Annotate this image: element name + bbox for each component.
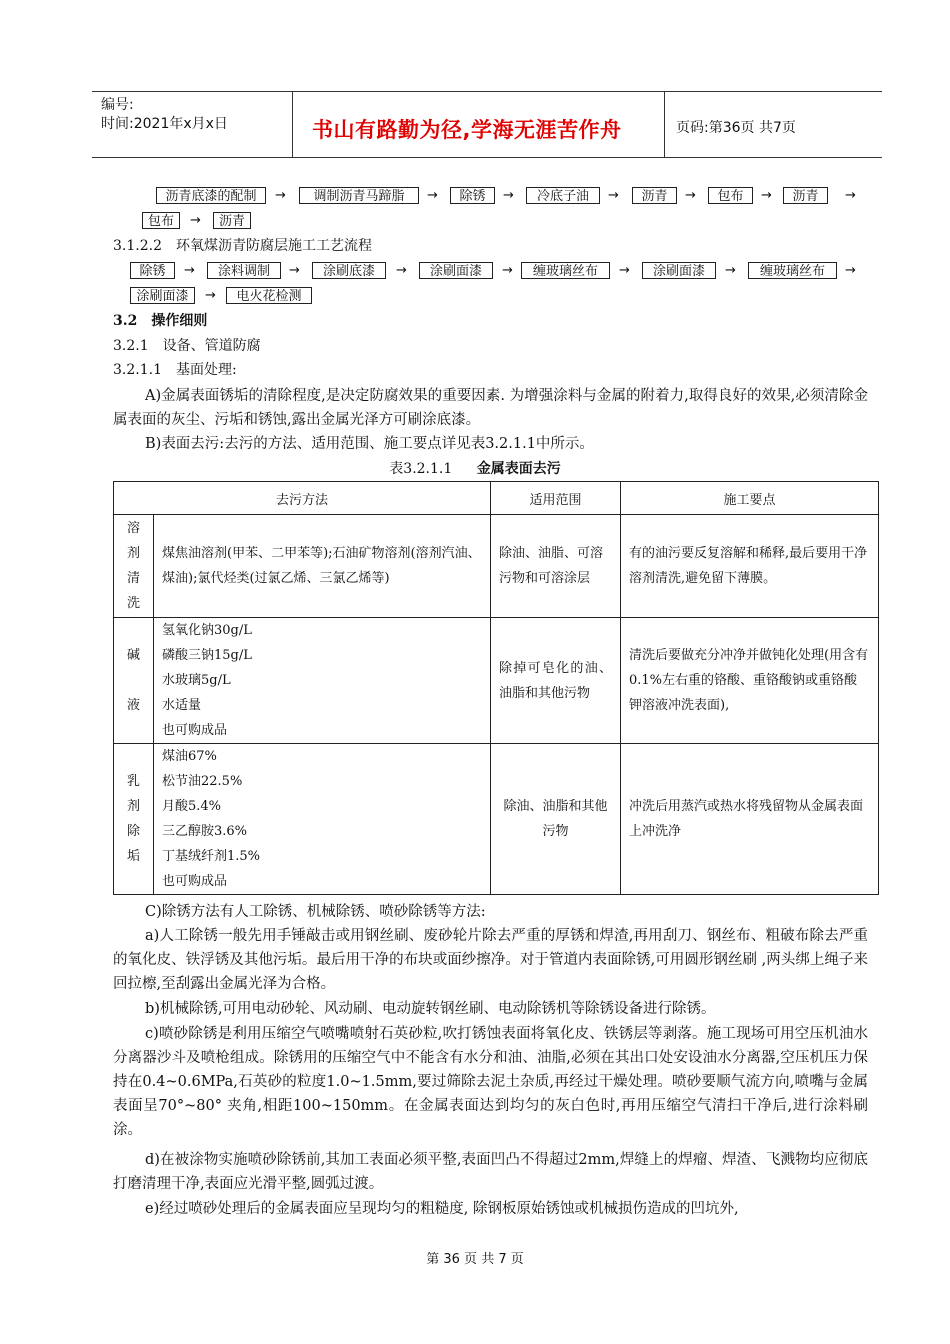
method-item: 氢氧化钠30g/L — [162, 623, 252, 638]
notes-cell: 有的油污要反复溶解和稀释,最后要用干净溶剂清洗,避免留下薄膜。 — [621, 515, 879, 618]
table-caption — [0, 458, 950, 478]
method-cell — [154, 744, 491, 895]
flow-chart-asphalt-cont — [0, 212, 950, 232]
paragraph-b: b)机械除锈,可用电动砂轮、风动刷、电动旋转钢丝刷、电动除锈机等除锈设备进行除锈。 — [145, 1001, 716, 1017]
header-scope: 适用范围 — [491, 482, 621, 515]
paragraph-d: d)在被涂物实施喷砂除锈前,其加工表面必须平整,表面凹凸不得超过2mm,焊缝上的焊瘤、焊渣、飞溅物均应彻底打磨清理干净,表面应光滑平整,圆弧过渡。 — [113, 1152, 868, 1192]
arrow-icon: → — [503, 188, 514, 203]
header-motto: 书山有路勤为径,学海无涯苦作舟 — [312, 118, 622, 142]
method-item: 也可购成品 — [162, 723, 228, 738]
section-3-2-1: 3.2.1 设备、管道防腐 — [113, 338, 261, 354]
table-row — [114, 744, 879, 895]
table-row — [114, 618, 879, 744]
section-3-2-1-1: 3.2.1.1 基面处理: — [113, 362, 237, 378]
paragraph-e: e)经过喷砂处理后的金属表面应呈现均匀的粗糙度, 除钢板原始锈蚀或机械损伤造成的凹坑外, — [145, 1201, 739, 1217]
flow-step: 涂刷面漆 — [419, 262, 493, 279]
header-top-rule — [92, 91, 882, 92]
arrow-icon: → — [725, 263, 736, 278]
flow-step: 调制沥青马蹄脂 — [299, 187, 419, 204]
method-item: 煤油67% — [162, 749, 217, 764]
paragraph-A: A)金属表面锈垢的清除程度,是决定防腐效果的重要因素. 为增强涂料与金属的附着力,取得良好的效果,必须清除金属表面的灰尘、污垢和锈蚀,露出金属光泽方可刷涂底漆。 — [113, 388, 868, 428]
header-divider-1 — [292, 91, 293, 158]
method-item: 月酸5.4% — [162, 799, 222, 814]
arrow-icon: → — [502, 263, 513, 278]
arrow-icon: → — [685, 188, 696, 203]
category-text: 碱液 — [126, 647, 140, 713]
flow-step: 缠玻璃丝布 — [521, 262, 610, 279]
arrow-icon: → — [608, 188, 619, 203]
arrow-icon: → — [427, 188, 438, 203]
method-item: 丁基绒纤剂1.5% — [162, 849, 261, 864]
arrow-icon: → — [275, 188, 286, 203]
flow-step: 涂料调制 — [207, 262, 281, 279]
arrow-icon: → — [619, 263, 630, 278]
arrow-icon: → — [396, 263, 407, 278]
category-cell — [114, 618, 154, 744]
flow-step: 沥青底漆的配制 — [156, 187, 266, 204]
method-item: 水适量 — [162, 698, 202, 713]
method-cell — [154, 618, 491, 744]
scope-cell: 除油、油脂、可溶污物和可溶涂层 — [491, 515, 621, 618]
header-bottom-rule — [92, 157, 882, 158]
flow-step: 除锈 — [130, 262, 175, 279]
method-item: 磷酸三钠15g/L — [162, 648, 252, 663]
flow-step: 缠玻璃丝布 — [748, 262, 837, 279]
arrow-icon: → — [845, 188, 856, 203]
page-footer: 第 36 页 共 7 页 — [426, 1252, 524, 1267]
table-caption-title: 金属表面去污 — [476, 461, 561, 477]
paragraph-c: c)喷砂除锈是利用压缩空气喷嘴喷射石英砂粒,吹打锈蚀表面将氧化皮、铁锈层等剥落。施工现场可用空压机油水分离器沙斗及喷枪组成。除锈用的压缩空气中不能含有水分和油、油脂,必须在其出口处安设油水分离器,空压机压力保持在0.4~0.6MPa,石英砂的粒度1.0~1.5mm,要过筛除去泥土杂质,再经过干燥处理。喷砂要顺气流方向,喷嘴与金属表面呈70°~80° 夹角,相距100~150mm。在金属表面达到均匀的灰白色时,再用压缩空气清扫干净后,进行涂料刷涂。 — [113, 1026, 868, 1138]
flow-step: 涂刷面漆 — [130, 287, 195, 304]
method-item: 水玻璃5g/L — [162, 673, 231, 688]
section-3-2: 3.2 操作细则 — [113, 313, 208, 329]
method-item: 也可购成品 — [162, 874, 228, 889]
method-cell: 煤焦油溶剂(甲苯、二甲苯等);石油矿物溶剂(溶剂汽油、煤油);氯代烃类(过氯乙烯、三氯乙烯等) — [154, 515, 491, 618]
arrow-icon: → — [184, 263, 195, 278]
arrow-icon: → — [761, 188, 772, 203]
flow-step: 电火花检测 — [226, 287, 312, 304]
flow-step: 涂刷面漆 — [642, 262, 716, 279]
notes-cell: 清洗后要做充分冲净并做钝化处理(用含有0.1%左右重的铬酸、重铬酸钠或重铬酸钾溶液冲洗表面), — [621, 618, 879, 744]
flow-step: 沥青 — [632, 187, 677, 204]
header-notes: 施工要点 — [621, 482, 879, 515]
arrow-icon: → — [845, 263, 856, 278]
header-method: 去污方法 — [114, 482, 491, 515]
notes-cell: 冲洗后用蒸汽或热水将残留物从金属表面上冲洗净 — [621, 744, 879, 895]
serial-label: 编号: — [101, 97, 134, 113]
arrow-icon: → — [190, 213, 201, 228]
table-caption-number: 表3.2.1.1 — [389, 461, 453, 477]
flow-step: 沥青 — [783, 187, 828, 204]
arrow-icon: → — [289, 263, 300, 278]
arrow-icon: → — [205, 288, 216, 303]
flow-step: 冷底子油 — [526, 187, 600, 204]
method-item: 松节油22.5% — [162, 774, 243, 789]
paragraph-B: B)表面去污:去污的方法、适用范围、施工要点详见表3.2.1.1中所示。 — [145, 436, 594, 452]
flow-step: 包布 — [708, 187, 753, 204]
paragraph-a: a)人工除锈一般先用手锤敲击或用钢丝刷、废砂轮片除去严重的厚锈和焊渣,再用刮刀、钢丝布、粗破布除去严重的氧化皮、铁浮锈及其他污垢。最后用干净的布块或面纱擦净。对于管道内表面除锈,可用圆形钢丝刷 ,两头绑上绳子来回拉檫,至刮露出金属光泽为合格。 — [113, 928, 868, 992]
category-text: 溶剂清洗 — [126, 521, 140, 611]
paragraph-C: C)除锈方法有人工除锈、机械除锈、喷砂除锈等方法: — [145, 904, 486, 920]
flow-chart-asphalt — [0, 187, 950, 207]
flow-step: 除锈 — [450, 187, 495, 204]
scope-cell: 除掉可皂化的油、油脂和其他污物 — [491, 618, 621, 744]
table-row — [114, 515, 879, 618]
flow-chart-epoxy — [0, 262, 950, 282]
flow-step: 涂刷底漆 — [312, 262, 386, 279]
header-divider-2 — [664, 91, 665, 158]
flow-chart-epoxy-cont — [0, 287, 950, 307]
flow-step: 包布 — [142, 212, 180, 229]
table-header-row — [114, 482, 879, 515]
category-cell — [114, 744, 154, 895]
time-label: 时间:2021年x月x日 — [101, 116, 228, 132]
degreasing-table — [113, 481, 879, 895]
category-cell — [114, 515, 154, 618]
flow-step: 沥青 — [213, 212, 251, 229]
page-code: 页码:第36页 共7页 — [676, 120, 796, 136]
category-text: 乳剂除垢 — [126, 774, 140, 864]
scope-cell: 除油、油脂和其他污物 — [491, 744, 621, 895]
method-item: 三乙醇胺3.6% — [162, 824, 248, 839]
section-3-1-2-2: 3.1.2.2 环氧煤沥青防腐层施工工艺流程 — [113, 238, 372, 254]
